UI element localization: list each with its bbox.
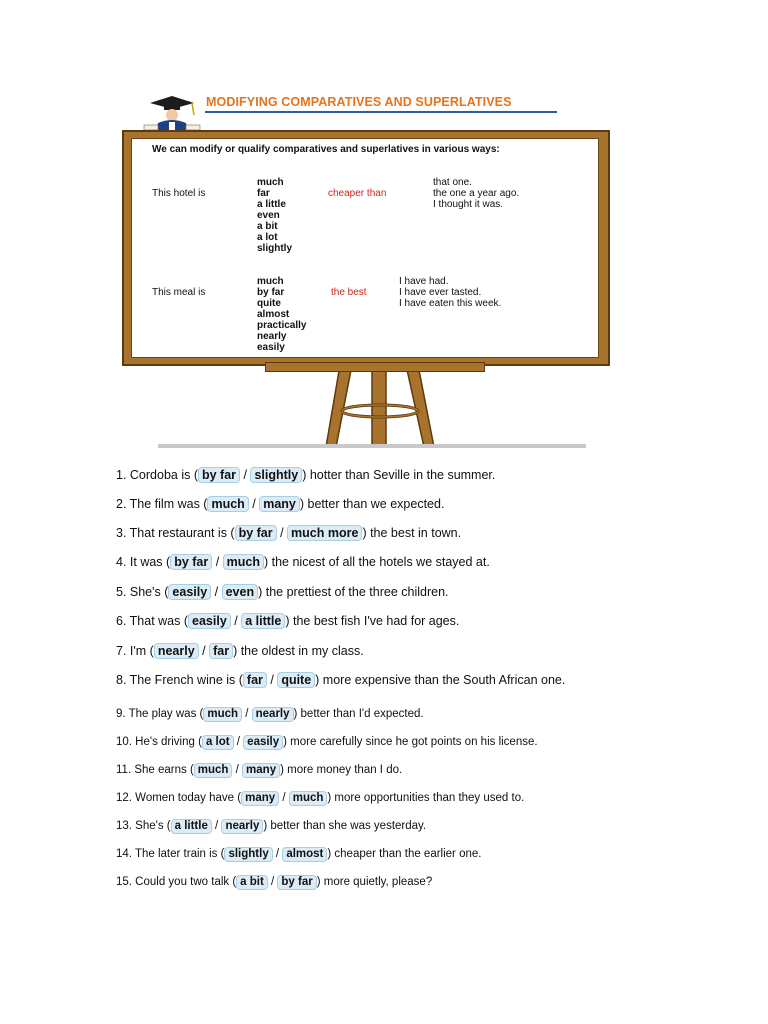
ending: I have eaten this week. <box>399 298 502 309</box>
row1-modifiers <box>257 177 292 254</box>
row2-modifiers <box>257 276 306 353</box>
modifier: quite <box>257 298 281 309</box>
exercise-item: 13. She's ( a little / nearly ) better than she was yesterday. <box>116 819 426 834</box>
option-a[interactable]: much <box>207 496 248 512</box>
easel-legs <box>310 365 450 455</box>
exercise-item: 2. The film was ( much / many ) better than we expected. <box>116 497 445 511</box>
row1-endings <box>433 177 519 210</box>
modifier: a lot <box>257 232 278 243</box>
option-b[interactable]: much <box>289 791 328 806</box>
board-ledge <box>265 362 485 372</box>
row2-subject: This meal is <box>152 287 206 298</box>
option-a[interactable]: much <box>194 763 233 778</box>
ending: the one a year ago. <box>433 188 520 199</box>
option-b[interactable]: nearly <box>252 707 294 722</box>
option-b[interactable]: by far <box>277 875 316 890</box>
exercise-item: 10. He's driving ( a lot / easily ) more carefully since he got points on his license. <box>116 735 538 750</box>
option-b[interactable]: much more <box>287 525 362 541</box>
exercise-item: 3. That restaurant is ( by far / much more ) the best in town. <box>116 526 462 540</box>
modifier: nearly <box>257 331 287 342</box>
option-b[interactable]: many <box>259 496 300 512</box>
exercise-item: 12. Women today have ( many / much ) more opportunities than they used to. <box>116 791 524 806</box>
modifier: much <box>257 177 284 188</box>
ending: that one. <box>433 177 472 188</box>
modifier: by far <box>257 287 285 298</box>
ending: I have had. <box>399 276 449 287</box>
row2-superlative: the best <box>331 287 367 298</box>
exercise-item: 6. That was ( easily / a little ) the best fish I've had for ages. <box>116 614 460 628</box>
option-b[interactable]: far <box>209 643 233 659</box>
option-a[interactable]: many <box>241 791 279 806</box>
option-b[interactable]: even <box>222 584 259 600</box>
exercise-item: 8. The French wine is ( far / quite ) more expensive than the South African one. <box>116 673 566 687</box>
modifier: far <box>257 188 270 199</box>
exercise-item: 4. It was ( by far / much ) the nicest of all the hotels we stayed at. <box>116 555 490 569</box>
option-a[interactable]: easily <box>168 584 211 600</box>
option-a[interactable]: much <box>203 707 242 722</box>
row2-endings <box>399 276 501 309</box>
option-a[interactable]: by far <box>235 525 277 541</box>
option-b[interactable]: easily <box>243 735 283 750</box>
page-title: MODIFYING COMPARATIVES AND SUPERLATIVES <box>206 95 512 109</box>
option-b[interactable]: slightly <box>250 467 302 483</box>
option-a[interactable]: a bit <box>236 875 268 890</box>
option-b[interactable]: nearly <box>221 819 263 834</box>
modifier: easily <box>257 342 285 353</box>
exercise-item: 9. The play was ( much / nearly ) better than I'd expected. <box>116 707 424 722</box>
exercise-item: 5. She's ( easily / even ) the prettiest of the three children. <box>116 585 449 599</box>
floor-line <box>158 444 586 448</box>
exercise-item: 1. Cordoba is ( by far / slightly ) hotter than Seville in the summer. <box>116 468 496 482</box>
option-a[interactable]: a lot <box>202 735 234 750</box>
modifier: almost <box>257 309 290 320</box>
modifier: even <box>257 210 280 221</box>
exercise-item: 7. I'm ( nearly / far ) the oldest in my class. <box>116 644 364 658</box>
modifier: much <box>257 276 284 287</box>
title-underline <box>205 111 557 113</box>
exercise-item: 11. She earns ( much / many ) more money than I do. <box>116 763 402 778</box>
option-b[interactable]: many <box>242 763 280 778</box>
option-a[interactable]: a little <box>171 819 212 834</box>
exercise-item: 14. The later train is ( slightly / almost ) cheaper than the earlier one. <box>116 847 481 862</box>
modifier: practically <box>257 320 307 331</box>
modifier: a bit <box>257 221 278 232</box>
exercise-item: 15. Could you two talk ( a bit / by far ) more quietly, please? <box>116 875 432 890</box>
ending: I have ever tasted. <box>399 287 482 298</box>
option-b[interactable]: quite <box>277 672 315 688</box>
ending: I thought it was. <box>433 199 504 210</box>
row1-comparative: cheaper than <box>328 188 387 199</box>
row1-subject: This hotel is <box>152 188 206 199</box>
modifier: a little <box>257 199 286 210</box>
option-b[interactable]: much <box>223 554 264 570</box>
option-a[interactable]: slightly <box>224 847 272 862</box>
board <box>131 138 599 358</box>
option-a[interactable]: nearly <box>154 643 199 659</box>
option-a[interactable]: easily <box>188 613 231 629</box>
board-intro: We can modify or qualify comparatives and superlatives in various ways: <box>152 144 500 155</box>
option-b[interactable]: a little <box>241 613 285 629</box>
option-a[interactable]: by far <box>198 467 240 483</box>
option-a[interactable]: by far <box>170 554 212 570</box>
option-a[interactable]: far <box>243 672 267 688</box>
option-b[interactable]: almost <box>282 847 327 862</box>
modifier: slightly <box>257 243 293 254</box>
